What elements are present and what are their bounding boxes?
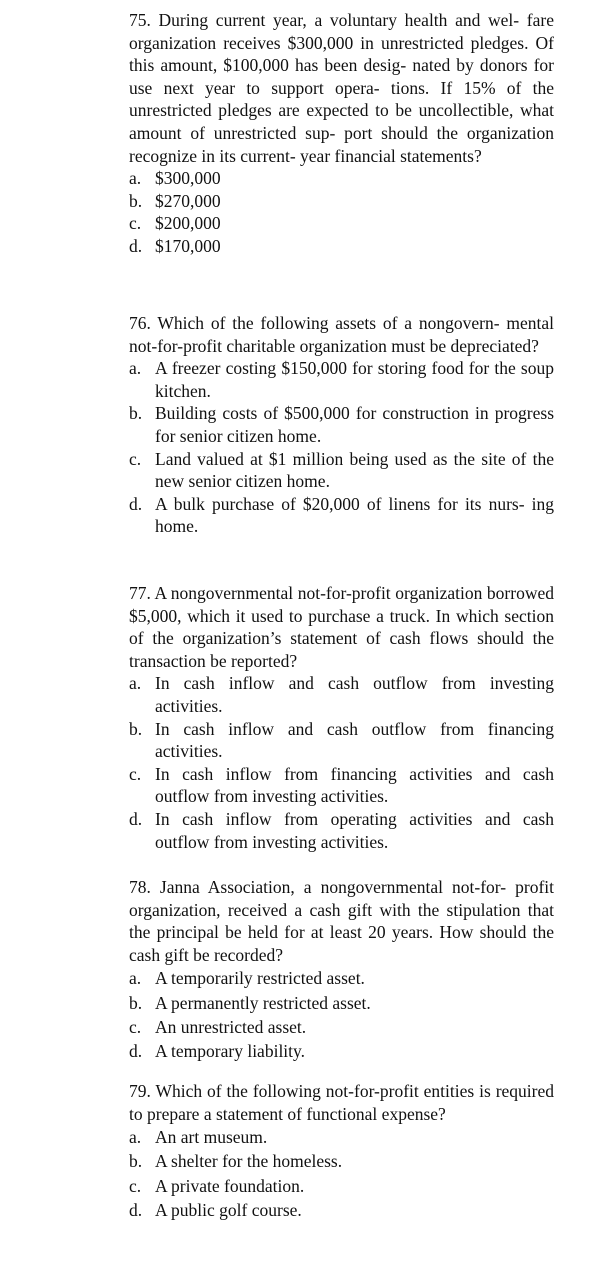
option-a xyxy=(129,672,554,717)
option-list xyxy=(129,1125,554,1222)
option-a xyxy=(129,357,554,402)
question-78 xyxy=(129,876,554,1064)
question-number: 79. xyxy=(129,1081,151,1101)
option-text: Building costs of $500,000 for construction in progress for senior citizen home. xyxy=(155,403,554,446)
option-d xyxy=(129,1039,554,1063)
option-letter: b. xyxy=(129,403,143,424)
option-letter: c. xyxy=(129,213,142,234)
option-text: Land valued at $1 million being used as the site of the new senior citizen home. xyxy=(155,448,554,492)
option-c xyxy=(129,448,554,493)
question-number: 76. xyxy=(129,313,151,333)
option-text: In cash inflow from operating activities and cash outflow from investing activities. xyxy=(155,808,554,852)
option-text: A shelter for the homeless. xyxy=(155,1151,343,1172)
option-letter: d. xyxy=(129,493,143,514)
question-75 xyxy=(129,9,554,258)
option-b xyxy=(129,718,554,763)
question-text: Which of the following not-for-profit entities is required to prepare a statement of functional expense? xyxy=(129,1081,555,1124)
option-d xyxy=(129,808,554,853)
option-letter: c. xyxy=(129,763,142,784)
question-stem xyxy=(129,876,554,966)
option-letter: d. xyxy=(129,235,143,256)
option-letter: b. xyxy=(129,718,143,739)
option-letter: d. xyxy=(129,808,143,829)
question-number: 78. xyxy=(129,877,151,897)
question-79 xyxy=(129,1080,554,1222)
option-letter: c. xyxy=(129,1016,142,1037)
option-letter: b. xyxy=(129,190,143,211)
question-text: Which of the following assets of a nongovern- mental not-for-profit charitable organization must be depreciated? xyxy=(129,313,554,356)
option-text: A freezer costing $150,000 for storing food for the soup kitchen. xyxy=(155,358,554,401)
option-text: An art museum. xyxy=(155,1127,268,1148)
option-text: A public golf course. xyxy=(155,1200,302,1221)
option-letter: c. xyxy=(129,1175,142,1196)
question-stem xyxy=(129,312,554,357)
option-text: $270,000 xyxy=(155,190,221,211)
option-letter: a. xyxy=(129,168,142,189)
option-d xyxy=(129,235,554,258)
option-text: In cash inflow and cash outflow from investing activities. xyxy=(155,673,554,716)
option-text: In cash inflow from financing activities and cash outflow from investing activities. xyxy=(155,763,554,807)
option-d xyxy=(129,493,554,538)
question-76 xyxy=(129,312,554,538)
option-c xyxy=(129,212,554,235)
option-text: In cash inflow and cash outflow from financing activities. xyxy=(155,718,554,762)
option-text: $200,000 xyxy=(155,213,221,234)
option-text: $300,000 xyxy=(155,168,221,189)
question-text: A nongovernmental not-for-profit organization borrowed $5,000, which it used to purchase a truck. In which section of the organization’s statement of cash flows should the transaction be reported? xyxy=(129,583,554,671)
question-stem xyxy=(129,9,554,167)
question-number: 77. xyxy=(129,583,151,603)
option-a xyxy=(129,966,554,990)
option-letter: a. xyxy=(129,673,142,694)
option-text: An unrestricted asset. xyxy=(155,1016,307,1037)
option-list xyxy=(129,357,554,538)
option-list xyxy=(129,672,554,853)
option-a xyxy=(129,1125,554,1149)
option-letter: b. xyxy=(129,992,143,1013)
question-text: During current year, a voluntary health and wel- fare organization receives $300,000 in unrestricted pledges. Of this amount, $100,000 has been desig- nated by donors for use next year to support opera- tions. If 15% of the unrestricted pledges are expected to be uncollectible, what amount of unrestricted sup- port should the organization recognize in its current- year financial statements? xyxy=(129,10,554,166)
option-letter: a. xyxy=(129,358,142,379)
question-text: Janna Association, a nongovernmental not-for- profit organization, received a cash gift with the stipulation that the principal be held for at least 20 years. How should the cash gift be recorded? xyxy=(129,877,554,965)
question-number: 75. xyxy=(129,10,151,30)
option-b xyxy=(129,402,554,447)
option-letter: d. xyxy=(129,1041,143,1062)
option-letter: b. xyxy=(129,1151,143,1172)
option-list xyxy=(129,167,554,257)
option-letter: c. xyxy=(129,448,142,469)
option-text: A private foundation. xyxy=(155,1175,305,1196)
option-letter: a. xyxy=(129,1127,142,1148)
option-text: A permanently restricted asset. xyxy=(155,992,371,1013)
option-c xyxy=(129,1174,554,1198)
option-text: A temporarily restricted asset. xyxy=(155,968,365,989)
option-text: $170,000 xyxy=(155,235,221,256)
option-a xyxy=(129,167,554,190)
option-list xyxy=(129,966,554,1063)
option-text: A temporary liability. xyxy=(155,1041,306,1062)
question-stem xyxy=(129,582,554,672)
option-letter: d. xyxy=(129,1200,143,1221)
option-b xyxy=(129,190,554,213)
option-c xyxy=(129,1015,554,1039)
question-stem xyxy=(129,1080,554,1125)
question-77 xyxy=(129,582,554,853)
option-letter: a. xyxy=(129,968,142,989)
option-text: A bulk purchase of $20,000 of linens for its nurs- ing home. xyxy=(155,493,554,537)
option-b xyxy=(129,991,554,1015)
option-d xyxy=(129,1198,554,1222)
option-b xyxy=(129,1149,554,1173)
option-c xyxy=(129,763,554,808)
